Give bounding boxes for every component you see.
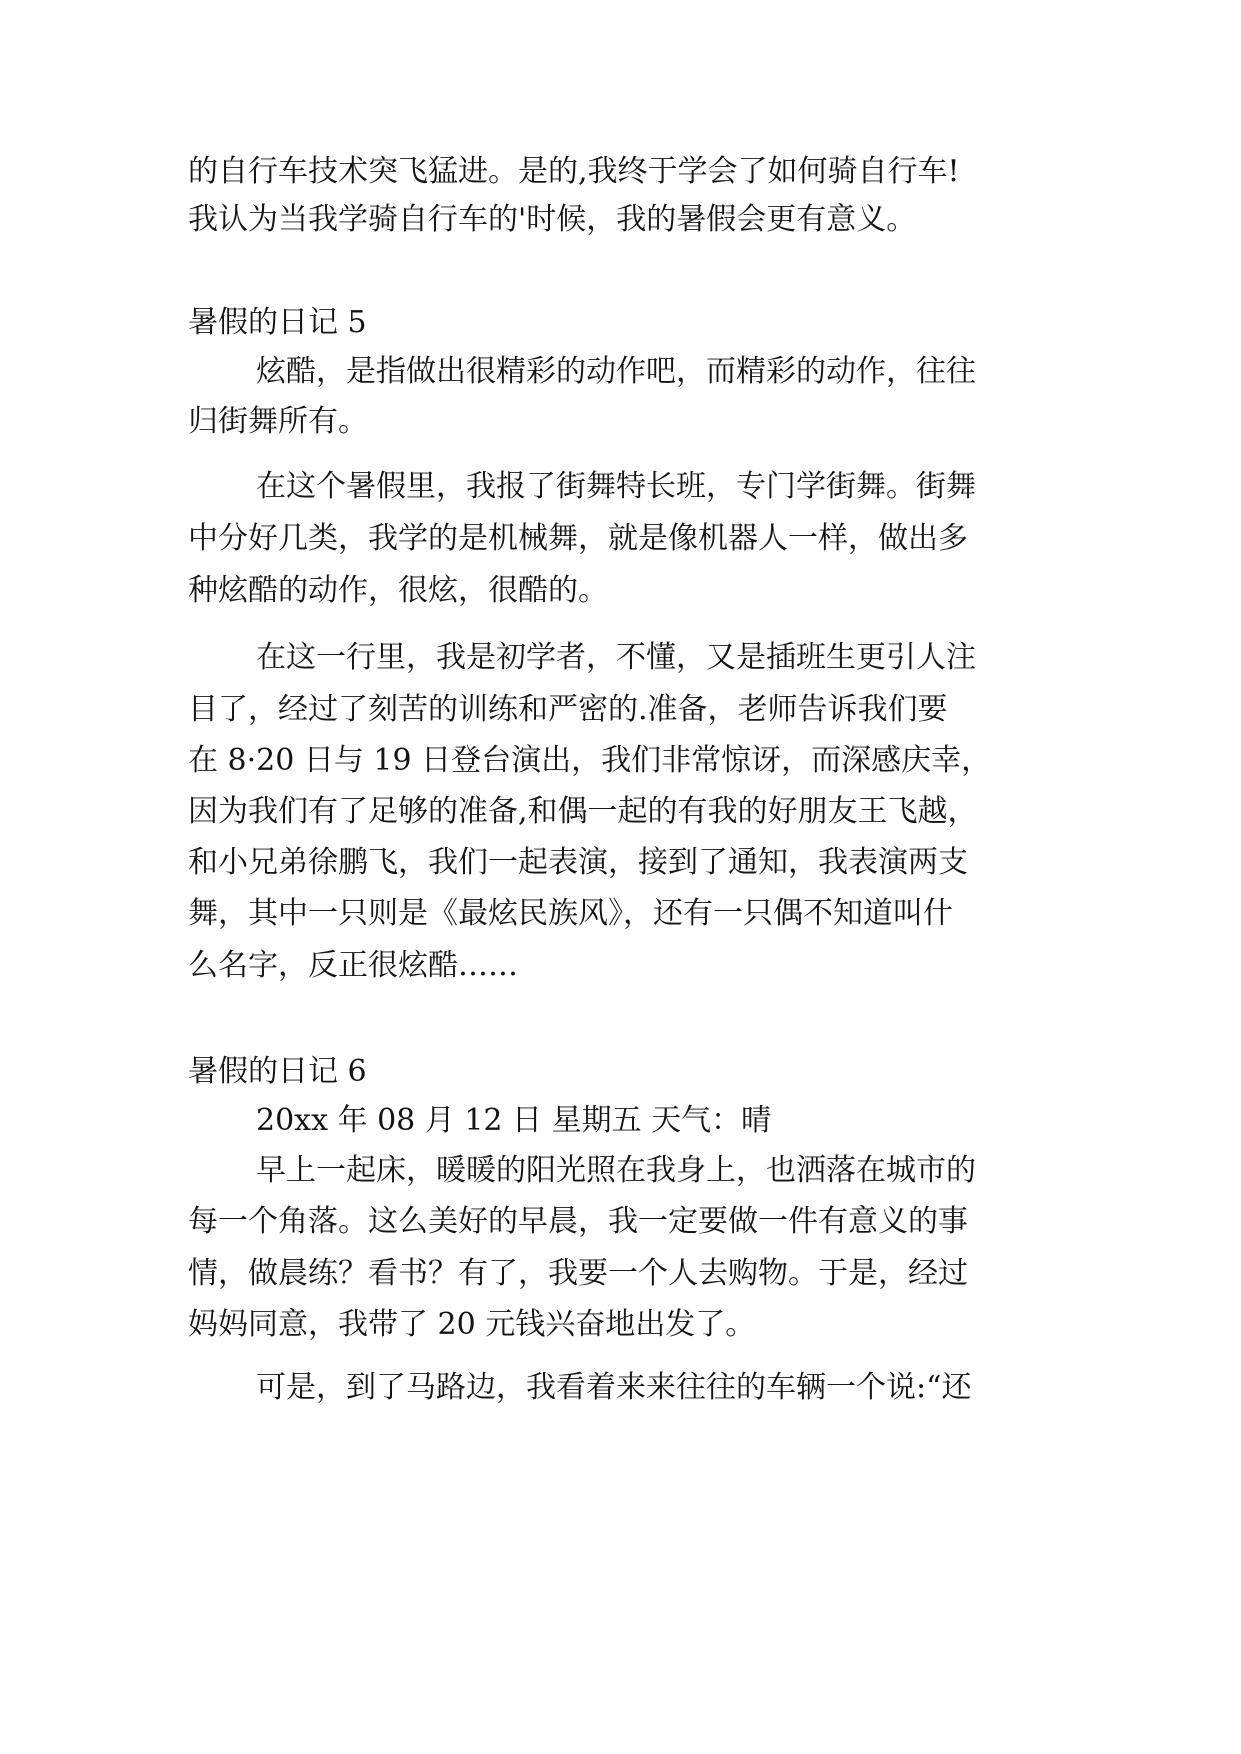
- text-line: 么名字，反正很炫酷……: [188, 948, 518, 983]
- text-line: 在这个暑假里，我报了街舞特长班，专门学街舞。街舞: [256, 469, 976, 504]
- text-line: 我认为当我学骑自行车的'时候，我的暑假会更有意义。: [188, 202, 917, 237]
- text-line: 在 8·20 日与 19 日登台演出，我们非常惊讶，而深感庆幸，: [188, 743, 992, 778]
- section-title-diary-6: 暑假的日记 6: [188, 1054, 367, 1089]
- text-line: 中分好几类，我学的是机械舞，就是像机器人一样，做出多: [188, 521, 968, 556]
- text-line: 和小兄弟徐鹏飞，我们一起表演，接到了通知，我表演两支: [188, 845, 968, 880]
- text-line: 情，做晨练？看书？有了，我要一个人去购物。于是，经过: [188, 1256, 968, 1291]
- text-line: 炫酷，是指做出很精彩的动作吧，而精彩的动作，往往: [256, 354, 976, 389]
- text-line: 目了，经过了刻苦的训练和严密的.准备，老师告诉我们要: [188, 692, 948, 727]
- diary-date-weather: 20xx 年 08 月 12 日 星期五 天气：晴: [256, 1103, 772, 1138]
- text-line: 因为我们有了足够的准备,和偶一起的有我的好朋友王飞越，: [188, 794, 978, 829]
- text-line: 妈妈同意，我带了 20 元钱兴奋地出发了。: [188, 1307, 756, 1342]
- text-line: 每一个角落。这么美好的早晨，我一定要做一件有意义的事: [188, 1204, 968, 1239]
- text-line: 在这一行里，我是初学者，不懂，又是插班生更引人注: [256, 640, 976, 675]
- section-title-diary-5: 暑假的日记 5: [188, 305, 367, 340]
- text-line: 归街舞所有。: [188, 404, 368, 439]
- text-line: 可是，到了马路边，我看着来来往往的车辆一个说:“还: [256, 1370, 972, 1405]
- text-line: 早上一起床，暖暖的阳光照在我身上，也洒落在城市的: [256, 1153, 976, 1188]
- text-line: 种炫酷的动作，很炫，很酷的。: [188, 573, 608, 608]
- text-line: 舞，其中一只则是《最炫民族风》，还有一只偶不知道叫什: [188, 896, 953, 931]
- text-line: 的自行车技术突飞猛进。是的,我终于学会了如何骑自行车!: [188, 154, 960, 189]
